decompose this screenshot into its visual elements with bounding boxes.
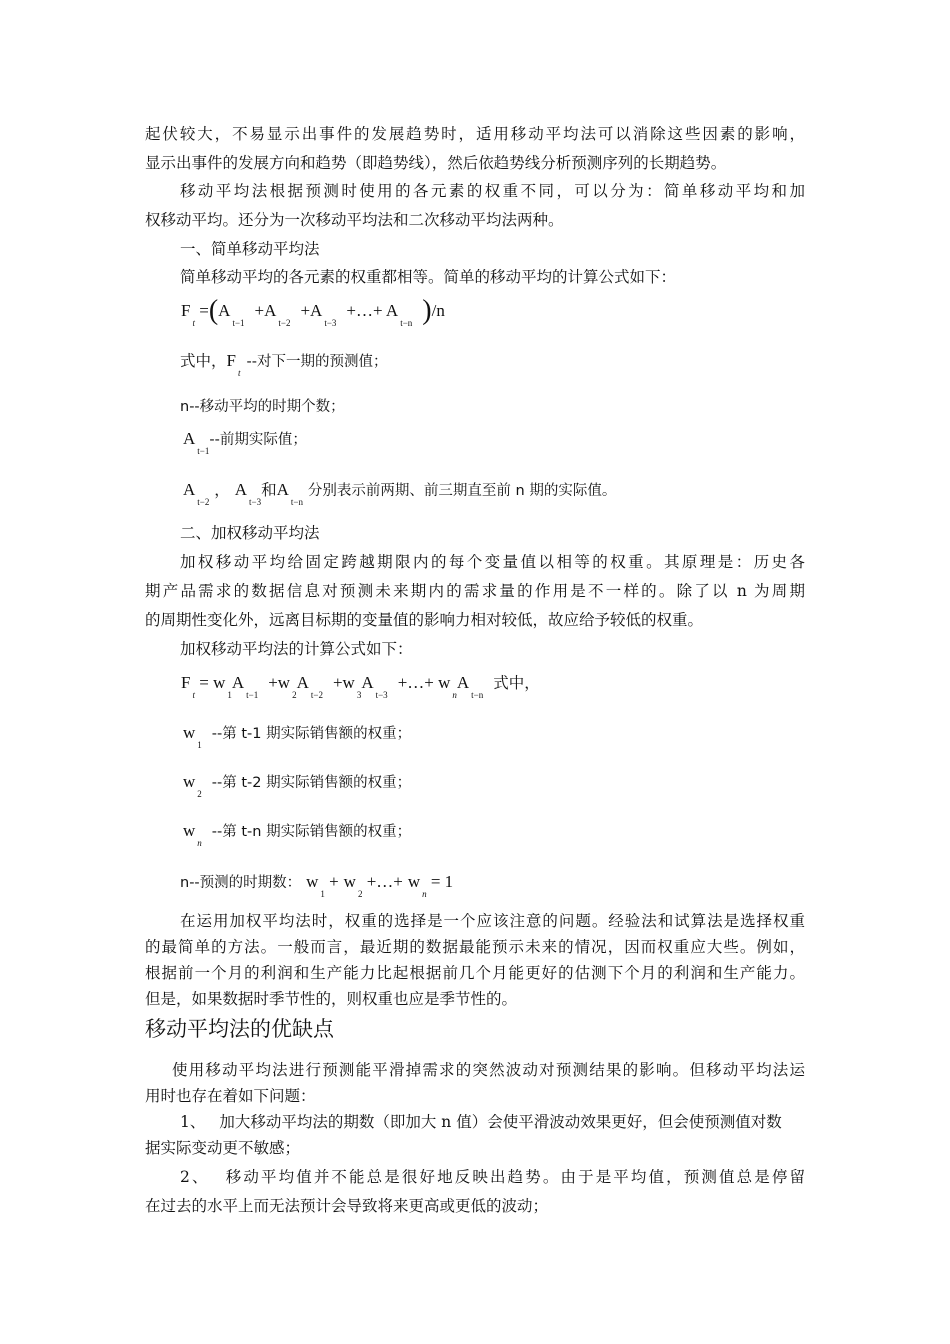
def-forecast: 式中，$F_t--$对下一期的预测值； [180,351,388,378]
def-w1: $w_1--$第 t-1 期实际销售额的权重； [183,723,412,750]
def-earlier-actuals: $A_{t-2}$ ， $A_{t-3}$和$A_{t-n}$ 分别表示前两期、前三期直至前 n 期的实际值。 [183,480,617,507]
def-wn: $w_n--$第 t-n 期实际销售额的权重； [183,821,412,848]
simple-ma-formula: $F_t$ $=(A_{t-1}+A_{t-2}+A_{t-3}+\dots+ A_{t-n}$ )/n [181,295,445,328]
def-period-count: n--移动平均的时期个数； [180,399,345,415]
weighted-ma-formula: $F_t$ = $w_1A_{t-1}+w_2A_{t-2}+w_3A_{t-3}+\dots+ w_nA_{t-n}$式中， [181,673,540,700]
section2-p2-line2: 的最简单的方法。一般而言，最近期的数据最能预示未来的情况，因而权重应大些。例如， [145,938,805,956]
list-item-2-line2: 在过去的水平上而无法预计会导致将来更高或更低的波动； [145,1197,549,1215]
section2-title: 二、加权移动平均法 [180,524,320,542]
section2-p2-line1: 在运用加权平均法时，权重的选择是一个应该注意的问题。经验法和试算法是选择权重 [180,912,805,930]
section2-p2-line4: 但是，如果数据时季节性的，则权重也应是季节性的。 [145,990,518,1008]
section2-p2-line3: 根据前一个月的利润和生产能力比起根据前几个月能更好的估测下个月的利润和生产能力。 [145,964,805,982]
para1-line1: 起伏较大，不易显示出事件的发展趋势时，适用移动平均法可以消除这些因素的影响， [145,125,805,143]
section3-p1-line2: 用时也存在着如下问题： [145,1087,316,1105]
para2-line1: 移动平均法根据预测时使用的各元素的权重不同，可以分为：简单移动平均和加 [180,182,805,200]
para2-line2: 权移动平均。还分为一次移动平均法和二次移动平均法两种。 [145,211,564,229]
section2-p1-line3: 的周期性变化外，远离目标期的变量值的影响力相对较低，故应给予较低的权重。 [145,611,704,629]
section1-title: 一、简单移动平均法 [180,240,320,258]
pros-cons-heading: 移动平均法的优缺点 [145,1017,334,1041]
section1-intro: 简单移动平均的各元素的权重都相等。简单的移动平均的计算公式如下： [180,268,677,286]
def-prior-actual: $A_{t-1}--$前期实际值； [183,429,307,456]
section3-p1-line1: 使用移动平均法进行预测能平滑掉需求的突然波动对预测结果的影响。但移动平均法运 [172,1061,805,1079]
para1-line2: 显示出事件的发展方向和趋势（即趋势线），然后依趋势线分析预测序列的长期趋势。 [145,154,727,172]
list-item-1-line1: 1、 加大移动平均法的期数（即加大 n 值）会使平滑波动效果更好，但会使预测值对数 [180,1113,782,1131]
def-w2: $w_2--$第 t-2 期实际销售额的权重； [183,772,412,799]
section2-formula-intro: 加权移动平均法的计算公式如下： [180,640,413,658]
list-item-2-line1: 2、 移动平均值并不能总是很好地反映出趋势。由于是平均值，预测值总是停留 [180,1168,805,1186]
def-forecast-periods: n--预测的时期数： $w_1 + w_2$ +…+ $w_n = 1$ [180,872,454,899]
list-item-1-line2: 据实际变动更不敏感； [145,1139,301,1157]
section2-p1-line2: 期产品需求的数据信息对预测未来期内的需求量的作用是不一样的。除了以 n 为周期 [145,582,805,600]
section2-p1-line1: 加权移动平均给固定跨越期限内的每个变量值以相等的权重。其原理是：历史各 [180,553,805,571]
